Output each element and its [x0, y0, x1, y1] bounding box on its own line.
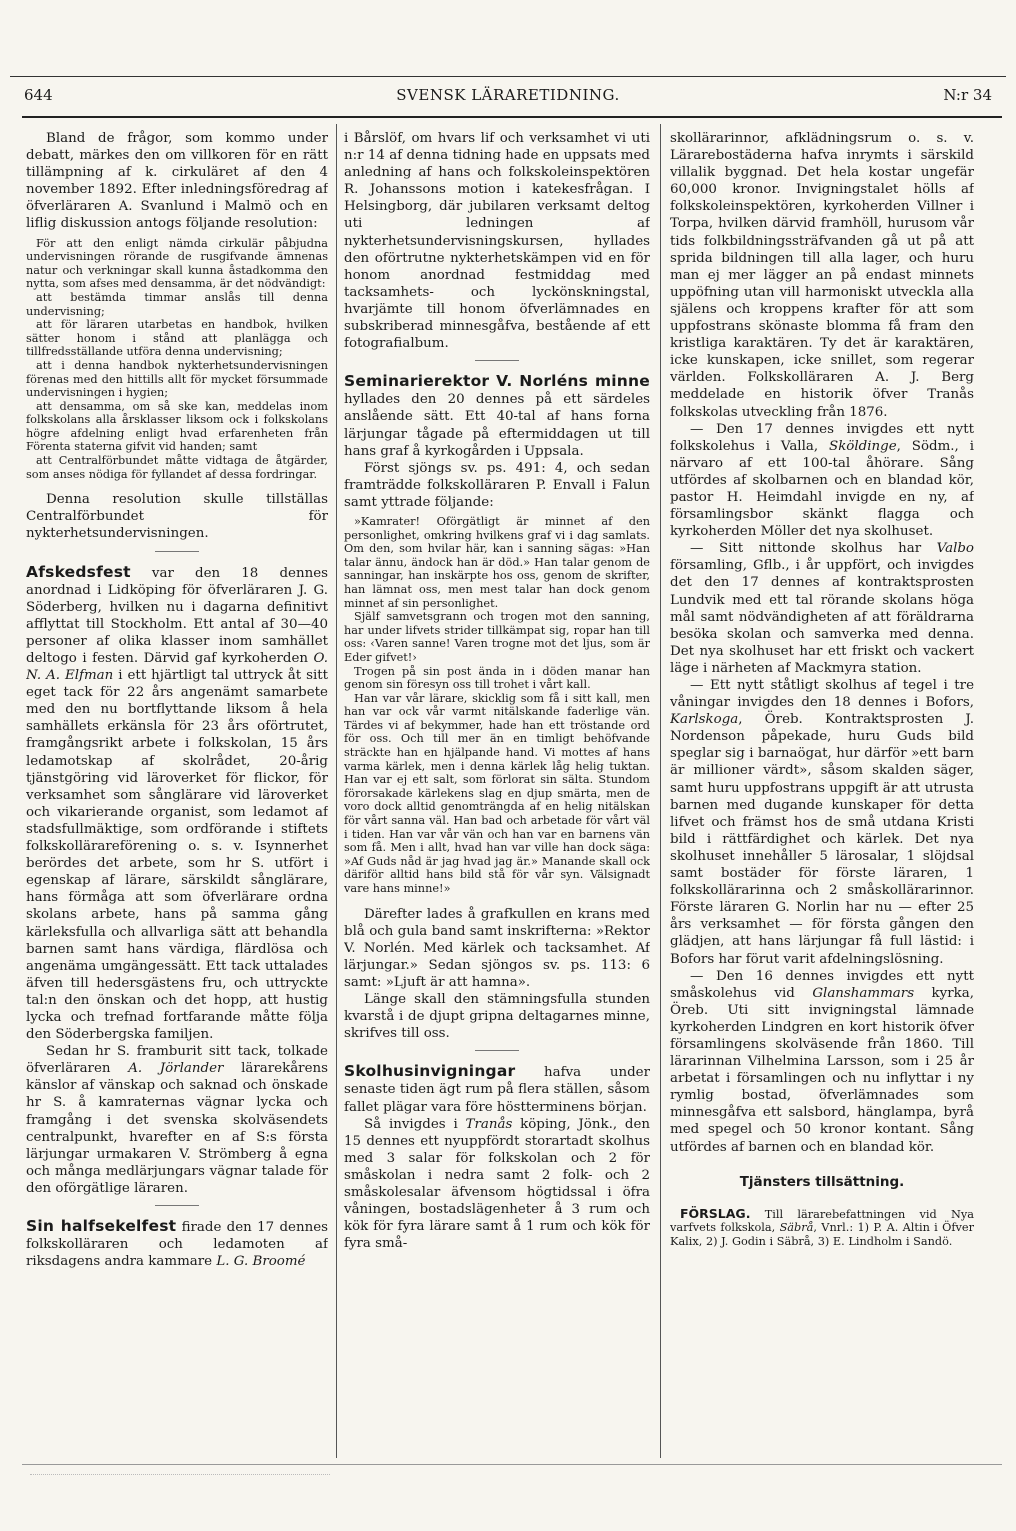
speech-paragraph: Själf samvetsgrann och trogen mot den sanning, har under lifvets strider tillkämpat sig, ropar han till oss: ‹Varen sanne! Varen trogne mot det ljus, som är Eder gifvet!› [344, 610, 650, 664]
print-mark [30, 1474, 330, 1475]
speech-paragraph: Trogen på sin post ända in i döden manar han genom sin föresyn oss till trohet i vårt kall. [344, 664, 650, 692]
paragraph: Därefter lades å grafkullen en krans med blå och gula band samt inskrifterna: »Rektor V. Norlén. Med kärlek och tacksamhet. Af lärjungar.» Sedan sjöngos sv. ps. 113: 6 samt: »Ljuft är att hamna». [344, 906, 650, 990]
speech-paragraph: »Kamrater! Oförgätligt är minnet af den personlighet, omkring hvilkens graf vi i dag samlats. Om den, som hvilar här, kan i sanning sägas: »Han talar ännu, ändock han är död.» Han talar genom de sanningar, han inskärpte hos oss, genom de skrifter, han lämnat oss, men mest talar han dock genom minnet af sin personlighet. [344, 514, 650, 610]
paragraph: Sedan hr S. framburit sitt tack, tolkade öfverläraren A. Jörlander lärarekårens känslor af vänskap och saknad och önskade hr S. å kamraternas vägnar lycka och framgång i det svenska skolväsendets centralpunkt, hvarefter en af S:s första lärjungar urmakaren V. Strömberg å egna och många medlärjungars vägnar talade för den oförgätlige läraren. [26, 1044, 328, 1196]
column-2 [344, 130, 650, 1460]
paragraph: Bland de frågor, som kommo under debatt, märkes den om villkoren för en rätt tillämpning af k. cirkuläret af den 4 november 1892. Efter inledningsföredrag af öfverläraren A. Svanlund i Malmö och en liflig diskussion antogs följande resolution: [26, 131, 328, 232]
paragraph: — Den 16 dennes invigdes ett nytt småskolehus vid Glanshammars kyrka, Öreb. Uti sitt invigningstal lämnade kyrkoherden Lindgren en kort historik öfver församlingens skolväsende från 1860. Till lärarinnan Vilhelmina Larsson, som i 25 år arbetat i församlingen och nu inflyttar i ny rymlig bostad, öfverlämnades som minnesgåfva ett salsbord, hänglampa, byrå med spegel och 50 kronor kontant. Sång utfördes af barnen och en blandad kör. [670, 968, 974, 1155]
page-number: 644 [24, 86, 53, 104]
issue-number: N:r 34 [943, 86, 992, 104]
section-separator [155, 1205, 199, 1206]
resolution-paragraph: att för läraren utarbetas en handbok, hvilken sätter honom i stånd att planlägga och tillfredsställande utföra denna undervisning; [26, 318, 328, 359]
resolution-paragraph: att i denna handbok nykterhetsundervisningen förenas med den hittills allt för mycket försummade undervisningen i hygien; [26, 358, 328, 400]
paragraph: — Ett nytt ståtligt skolhus af tegel i tre våningar invigdes den 18 dennes i Bofors, Karlskoga, Öreb. Kontraktsprosten J. Nordenson påpekade, huru Guds bild speglar sig i barnaögat, hur därför »ett barn är millioner värdt», såsom skalden säger, samt huru uppfostrans uppgift är att utrusta barnen med dugande kunskaper för detta lifvet och främst hos de små utdana Kristi bild i rättfärdighet och kärlek. Det nya skolhuset innehåller 5 lärosalar, 1 slöjdsal samt bostäder för förste läraren, 1 folkskollärarinna och 2 småskollärarinnor. Förste läraren G. Norlin har nu — efter 25 års verksamhet — för första gången den glädjen, att hans lärjungar få full lästid: i Bofors har förut varit afdelningslösning. [670, 678, 974, 967]
bottom-rule [22, 1464, 1002, 1465]
article-norlen: Seminarierektor V. Norléns minne hyllades den 20 dennes på ett särdeles anslående sätt. Ett 40-tal af hans forna lärjungar tågade på eftermiddagen ut till hans graf å kyrkogården i Uppsala. [344, 372, 650, 459]
column-3 [670, 130, 974, 1460]
section-heading: Tjänsters tillsättning. [739, 1173, 905, 1190]
paragraph: Så invigdes i Tranås köping, Jönk., den 15 dennes ett nyuppfördt storartadt skolhus med 3 salar för folkskolan och 2 för småskolan i nedra samt 2 folk- och 2 småskolesalar äfvensom högtidssal i öfra våningen, bostadslägenheter å 3 rum och kök för fyra lärare samt å 1 rum och kök för fyra små- [344, 1116, 650, 1252]
speech-paragraph: Han var vår lärare, skicklig som få i sitt kall, men han var ock vår varmt nitälskande faderlige vän. Tärdes vi af bekymmer, hade han ett tröstande ord för oss. Och till mer än en timligt behöfvande sträckte han en hjälpande hand. Vi mottes af hans varma kärlek, men i denna kärlek låg helig tuktan. Han var ej ett salt, som förlorat sin sälta. Stundom förorsakade kärlekens slag en djup smärta, men de voro dock alltid genomträngda af en helig nitälskan för vårt sanna väl. Han bad och arbetade för vårt väl i tiden. Han var vår vän och han var en barnens vän som få. Men i allt, hvad han var ville han dock säga: »Af Guds nåd är jag hvad jag är.» Manande skall ock däriför alltid hans bild stå för vår syn. Välsignadt vare hans minne!» [344, 691, 650, 895]
resolution-paragraph: att Centralförbundet måtte vidtaga de åtgärder, som anses nödiga för fyllandet af dessa fordringar. [26, 454, 328, 481]
column-divider-2 [660, 124, 661, 1458]
article-lead: Afskedsfest [26, 562, 131, 581]
header-rule [22, 116, 1002, 118]
paragraph: FÖRSLAG. Till lärarebefattningen vid Nya varfvets folkskola, Säbrå, Vnrl.: 1) P. A. Altin i Öfver Kalix, 2) J. Godin i Säbrå, 3) E. Lindholm i Sandö. [670, 1205, 974, 1248]
paragraph: Först sjöngs sv. ps. 491: 4, och sedan framträdde folkskolläraren P. Envall i Falun samt yttrade följande: [344, 460, 650, 510]
article-afskedsfest: Afskedsfest var den 18 dennes anordnad i Lidköping för öfverläraren J. G. Söderberg, hvilken nu i dagarna definitivt afflyttat till Stockholm. Ett antal af 30—40 personer af olika klasser inom samhället deltogo i festen. Därvid gaf kyrkoherden O. N. A. Elfman i ett hjärtligt tal uttryck åt sitt eget tack för 22 års angenämt samarbete med den nu bortflyttande liksom å hela samhällets erkänsla för 23 års oförtrutet, framgångsrikt arbete i folkskolan, 15 års ledamotskap af skolrådet, 20-årig tjänstgöring vid läroverket för flickor, för verksamhet som sånglärare vid läroverket och vikarierande organist, som ledamot af stadsfullmäktige, som ordförande i stiftets folkskollärareförening o. s. v. Isynnerhet berördes det arbete, som hr S. utfört i egenskap af lärare, särskildt sånglärare, hans förmåga att som öfverlärare ordna skolans arbete, hans på samma gång kärleksfulla och allvarliga sätt att behandla barnen samt hans värdiga, flärdlösa och angenäma umgängessätt. Ett tack uttalades äfven till hedersgästens fru, och uttryckte tal:n den önskan och det hopp, att hustig lycka och trefnad fortfarande måtte följa den Söderbergska familjen. [26, 562, 328, 1043]
article-halfsekelfest: Sin halfsekelfest firade den 17 dennes folkskolläraren och ledamoten af riksdagens andra kammare L. G. Broomé [26, 1217, 328, 1270]
resolution-paragraph: att bestämda timmar anslås till denna undervisning; [26, 290, 328, 318]
paragraph: — Den 17 dennes invigdes ett nytt folkskolehus i Valla, Sköldinge, Södm., i närvaro af ett 100-tal åhörare. Sång utfördes af skolbarnen och en blandad kör, pastor H. Heimdahl invigde en ny, af församlingsbor skänkt flagga och kyrkoherden Möller det nya skolhuset. [670, 421, 974, 540]
column-divider-1 [336, 124, 337, 1458]
section-separator [475, 1050, 519, 1051]
section-separator [475, 360, 519, 361]
column-1 [26, 130, 328, 1460]
section-separator [155, 551, 199, 552]
paragraph: skollärarinnor, afklädningsrum o. s. v. Lärarebostäderna hafva inrymts i särskild villalik byggnad. Det hela kostar ungefär 60,000 kronor. Invigningstalet hölls af folkskoleinspektören, kyrkoherden Villner i Torpa, hvilken därvid framhöll, hurusom vår tids folkbildningssträfvanden gå ut på att sprida bildningen till alla lager, och huru man ej mer lägger an på endast minnets uppöfning utan vill harmoniskt utveckla alla själens och kroppens krafter för att som uppfostrans skönaste blomma få fram den kristliga karaktären. Ty det är karaktären, icke kunskapen, icke snillet, som regerar världen. Folkskolläraren A. J. Berg meddelade en historik öfver Tranås folkskolas utveckling från 1876. [670, 131, 974, 420]
speech-text [344, 515, 650, 896]
top-border-rule [10, 76, 1006, 77]
resolution-paragraph: att densamma, om så ske kan, meddelas inom folkskolans alla årsklasser liksom ock i folkskolans högre afdelning enligt hvad erfarenheten från Förenta staterna gifvit vid handen; samt [26, 399, 328, 454]
newspaper-title: SVENSK LÄRARETIDNING. [396, 86, 620, 104]
page-header [24, 86, 992, 112]
article-lead: Sin halfsekelfest [26, 1217, 177, 1235]
appointment-notice [670, 1207, 974, 1249]
resolution-paragraph: För att den enligt nämda cirkulär påbjudna undervisningen rörande de rusgifvande ämnenas natur och verkningar skall kunna åstadkomma den nytta, som afses med densamma, är det nödvändigt: [26, 236, 328, 291]
article-lead: Seminarierektor V. Norléns minne [344, 372, 650, 391]
article-lead: Skolhusinvigningar [344, 1062, 516, 1081]
article-skolhusinvigningar: Skolhusinvigningar hafva under senaste tiden ägt rum på flera ställen, såsom fallet plägar vara före höstterminens början. [344, 1062, 650, 1115]
paragraph: Denna resolution skulle tillställas Centralförbundet för nykterhetsundervisningen. [26, 492, 328, 542]
resolution-text [26, 237, 328, 482]
paragraph: — Sitt nittonde skolhus har Valbo församling, Gflb., i år uppfört, och invigdes det den 17 dennes af kontraktsprosten Lundvik med ett tal rörande skolans höga mål samt nödvändigheten af att föräldrarna besöka skolan och samverka med denna. Det nya skolhuset har ett friskt och vackert läge i närheten af Mackmyra station. [670, 541, 974, 676]
notice-lead: FÖRSLAG. [680, 1205, 751, 1221]
paragraph: i Bårslöf, om hvars lif och verksamhet vi uti n:r 14 af denna tidning hade en uppsats med anledning af hans och folkskoleinspektören R. Johanssons motion i katekesfrågan. I Helsingborg, där jubilaren verksamt deltog uti ledningen af nykterhetsundervisningskursen, hyllades den oförtrutne nykterhetskämpen vid en för honom anordnad festmiddag med tacksamhets- och lyckönskningstal, hvarjämte till honom öfverlämnades en subskriberad minnesgåfva, bestående af ett fotografialbum. [344, 131, 650, 352]
paragraph: Länge skall den stämningsfulla stunden kvarstå i de djupt gripna deltagarnes minne, skrifves till oss. [344, 992, 650, 1042]
